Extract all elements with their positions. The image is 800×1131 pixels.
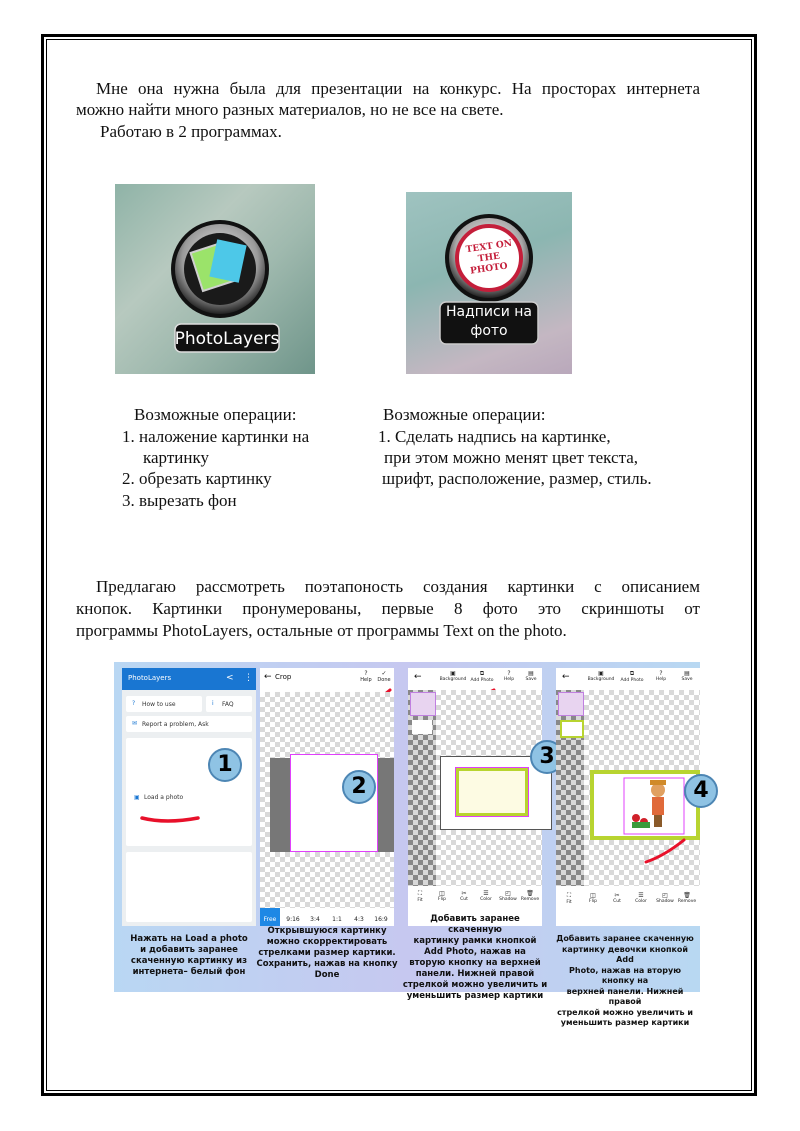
ops-left-item-1: 1. наложение картинки на [122, 427, 310, 446]
ops-right-title: Возможные операции: [383, 405, 546, 424]
intro-line-2: можно найти много разных материалов, но не все на свете. [76, 100, 504, 119]
step-badge-2: 2 [342, 770, 376, 804]
load-photo-label: Load a photo [144, 794, 184, 801]
caption-4-line: уменьшить размер картики [560, 1018, 690, 1027]
step-badge-3: 3 [530, 740, 564, 774]
background-label: Background [587, 677, 615, 682]
save-button[interactable] [678, 670, 696, 682]
crop-dim-left [270, 758, 290, 852]
fit-icon: ⛶ [417, 890, 423, 897]
sliders-icon: ☰ [483, 890, 489, 897]
info-icon: i [212, 700, 214, 707]
ops-left-title: Возможные операции: [134, 405, 297, 424]
screen-3-add-frame [408, 668, 555, 926]
shadow-icon: ◰ [662, 892, 668, 899]
tool-color[interactable] [476, 890, 496, 902]
caption-1-line: скаченную картинку из [130, 956, 248, 966]
share-icon[interactable]: < [226, 673, 234, 683]
image-icon: ▣ [134, 794, 140, 801]
check-icon: ✓ [381, 670, 387, 677]
flip-icon: ◫ [590, 892, 596, 899]
caption-3-line: вторую кнопку на верхней [409, 958, 541, 968]
trash-icon: 🗑 [526, 890, 534, 897]
add-photo-icon: ⧉ [479, 670, 485, 677]
text-on-photo-app-icon [406, 192, 572, 374]
screen-1-photolayers-home [122, 668, 256, 926]
intro-line-3: Работаю в 2 программах. [100, 122, 282, 141]
badge-text-line-3: PHOTO [469, 261, 509, 277]
girl-with-flowers-image[interactable] [584, 690, 700, 886]
layer-thumb-2[interactable] [412, 720, 432, 734]
flip-label: Flip [438, 897, 446, 902]
help-icon: ? [507, 670, 511, 677]
text-on-photo-label-line-2: фото [470, 323, 508, 339]
save-label: Save [681, 677, 693, 682]
screenshots-strip [114, 662, 709, 1027]
ops-left-item-3: 3. вырезать фон [122, 491, 237, 510]
fit-icon: ⛶ [566, 892, 572, 899]
background-button[interactable] [586, 670, 616, 682]
caption-3-line: уменьшить размер картики [406, 991, 544, 1001]
ratio-1-1[interactable]: 1:1 [332, 916, 342, 923]
fit-label: Fit [417, 898, 423, 903]
layer-thumb-1[interactable] [558, 692, 584, 716]
add-photo-label: Add Photo [620, 678, 644, 683]
flip-icon: ◫ [439, 890, 445, 897]
layers-sidebar [408, 690, 436, 886]
empty-card [126, 852, 252, 922]
more-icon[interactable]: ⋮ [244, 673, 253, 683]
screen-4-add-girl [556, 668, 709, 926]
how-to-use-button[interactable] [126, 696, 202, 712]
tool-bar [556, 890, 700, 914]
save-icon: ▤ [528, 670, 534, 677]
ops-right-item-1: 1. Сделать надпись на картинке, [378, 427, 611, 446]
help-label: Help [360, 677, 372, 683]
caption-3-line: стрелкой можно увеличить и [402, 980, 548, 990]
caption-4-line: Photo, нажав на вторую кнопку на [569, 965, 681, 985]
caption-3-line: Add Photo, нажав на [424, 947, 526, 957]
badge-text-line-2: THE [477, 251, 501, 265]
caption-2 [254, 926, 400, 981]
badge-text-line-1: TEXT ON [465, 238, 513, 256]
back-arrow-icon[interactable]: ← [414, 672, 422, 682]
caption-2-line: можно скорректировать [266, 937, 388, 947]
remove-label: Remove [520, 897, 540, 902]
back-arrow-icon[interactable]: ← [562, 672, 570, 682]
body-line-2: кнопок. Картинки пронумерованы, первые 8 фото это скриншоты от [76, 599, 700, 618]
report-label: Report a problem, Ask [142, 721, 209, 728]
background-label: Background [439, 677, 467, 682]
crop-box[interactable] [290, 754, 378, 852]
layers-sidebar [556, 690, 584, 886]
tool-shadow[interactable] [654, 892, 676, 904]
help-button[interactable] [652, 670, 670, 682]
image-icon: ▣ [598, 670, 604, 677]
ratio-3-4[interactable]: 3:4 [310, 916, 320, 923]
caption-1 [116, 934, 262, 978]
fit-label: Fit [566, 900, 572, 905]
ratio-9-16[interactable]: 9:16 [286, 916, 300, 923]
cut-label: Cut [460, 897, 468, 902]
caption-2-line: Done [314, 970, 340, 980]
text-on-photo-logo-icon [406, 192, 572, 374]
save-icon: ▤ [684, 670, 690, 677]
screen-2-crop [260, 668, 394, 926]
tool-fit[interactable] [410, 890, 430, 903]
ratio-16-9[interactable]: 16:9 [374, 916, 388, 923]
caption-4-line: картинку девочки кнопкой Add [561, 944, 689, 964]
body-line-1: Предлагаю рассмотреть поэтапоность создания картинки с описанием [96, 577, 700, 596]
color-label: Color [480, 897, 492, 902]
tool-shadow[interactable] [498, 890, 518, 902]
crop-title: Crop [275, 673, 292, 681]
caption-4 [552, 934, 698, 1029]
report-button[interactable] [126, 716, 252, 732]
help-label: Help [655, 677, 667, 682]
intro-line-1: Мне она нужна была для презентации на конкурс. На просторах интернета [96, 79, 700, 98]
photolayers-label: PhotoLayers [174, 329, 280, 349]
editor-canvas [584, 690, 709, 886]
ratio-free[interactable]: Free [260, 908, 280, 926]
faq-button[interactable] [206, 696, 252, 712]
scissors-icon: ✂ [614, 892, 620, 899]
mail-icon: ✉ [132, 720, 138, 727]
tool-flip[interactable] [432, 890, 452, 902]
sliders-icon: ☰ [638, 892, 644, 899]
body-line-3: программы PhotoLayers, остальные от программы Text on the photo. [76, 621, 567, 640]
app-title: PhotoLayers [128, 674, 172, 682]
crop-dim-right [378, 758, 394, 852]
ratio-4-3[interactable]: 4:3 [354, 916, 364, 923]
caption-4-line: верхней панели. Нижней правой [566, 986, 684, 1006]
caption-1-line: Нажать на Load a photo [130, 934, 248, 944]
tool-fit[interactable] [558, 892, 580, 905]
caption-1-line: и добавить заранее [140, 945, 238, 955]
help-icon: ? [364, 670, 368, 677]
help-circle-icon: ? [132, 700, 136, 707]
color-label: Color [635, 899, 647, 904]
shadow-label: Shadow [656, 899, 674, 904]
tool-cut[interactable] [454, 890, 474, 902]
ops-left-item-2: 2. обрезать картинку [122, 469, 272, 488]
image-icon: ▣ [450, 670, 456, 677]
tool-cut[interactable] [606, 892, 628, 904]
faq-label: FAQ [222, 701, 234, 708]
caption-3-line: Добавить заранее скаченную [430, 914, 520, 935]
add-photo-button[interactable] [618, 670, 646, 683]
layer-thumb-1[interactable] [410, 692, 436, 716]
layer-thumb-2[interactable] [560, 720, 584, 738]
ops-right-item-1-cont-b: шрифт, расположение, размер, стиль. [382, 469, 652, 488]
ops-right-item-1-cont-a: при этом можно менят цвет текста, [384, 448, 638, 467]
caption-3-line: панели. Нижней правой [415, 969, 535, 979]
caption-2-line: Открывшуюся картинку [267, 926, 387, 936]
text-on-photo-label-line-1: Надписи на [445, 304, 533, 320]
photolayers-app-icon [115, 184, 315, 374]
caption-2-line: стрелками размер картики. [258, 948, 396, 958]
remove-label: Remove [677, 899, 697, 904]
tool-remove[interactable] [520, 890, 540, 902]
tool-bar [408, 888, 542, 912]
caption-1-line: интернета– белый фон [132, 967, 246, 977]
caption-3 [402, 914, 548, 1002]
shadow-icon: ◰ [505, 890, 511, 897]
tool-flip[interactable] [582, 892, 604, 904]
help-label: Help [503, 677, 515, 682]
add-photo-icon: ⧉ [629, 670, 635, 677]
crop-canvas [260, 692, 394, 908]
caption-4-line: Добавить заранее скаченную [556, 934, 694, 943]
save-label: Save [525, 677, 537, 682]
add-photo-label: Add Photo [470, 678, 494, 683]
tool-remove[interactable] [676, 892, 698, 904]
cut-label: Cut [613, 899, 621, 904]
step-badge-1: 1 [208, 748, 242, 782]
how-to-use-label: How to use [142, 701, 176, 708]
shadow-label: Shadow [499, 897, 517, 902]
scissors-icon: ✂ [461, 890, 467, 897]
back-arrow-icon[interactable]: ← [264, 672, 272, 682]
frame-layer[interactable] [456, 768, 528, 816]
caption-2-line: Сохранить, нажав на кнопку [256, 959, 398, 969]
caption-4-line: стрелкой можно увеличить и [557, 1007, 693, 1017]
tool-color[interactable] [630, 892, 652, 904]
done-label: Done [377, 677, 391, 683]
flip-label: Flip [589, 899, 597, 904]
ops-left-item-1-cont: картинку [143, 448, 209, 467]
editor-canvas [436, 690, 555, 886]
ratio-bar [260, 908, 394, 926]
trash-icon: 🗑 [683, 892, 691, 899]
help-icon: ? [659, 670, 663, 677]
step-badge-4: 4 [684, 774, 718, 808]
caption-3-line: картинку рамки кнопкой [413, 936, 537, 946]
